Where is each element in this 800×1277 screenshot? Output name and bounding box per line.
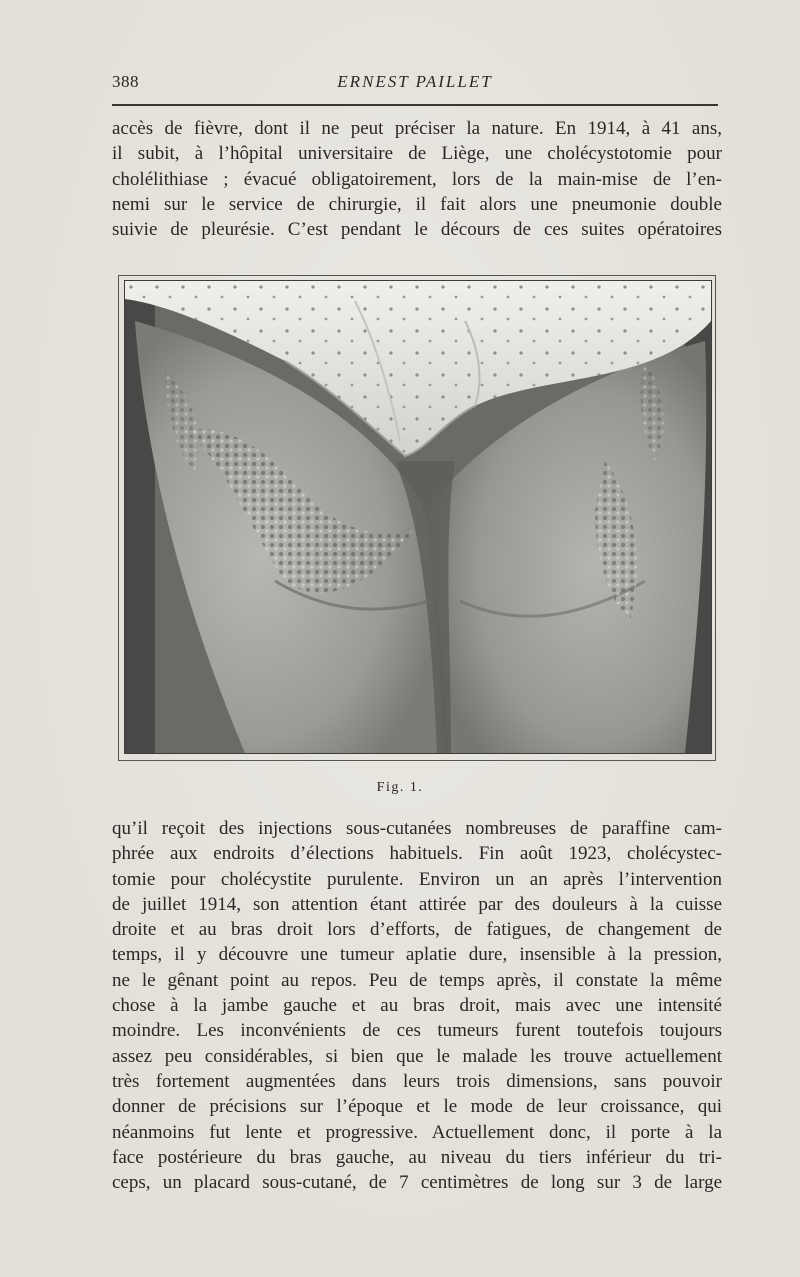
figure-caption: Fig. 1. <box>376 780 424 795</box>
text-line: ceps, un placard sous-cutané, de 7 centimètres de long sur 3 de large <box>112 1172 722 1194</box>
text-line: phrée aux endroits d’élections habituels. Fin août 1923, cholécystec- <box>112 843 722 865</box>
text-line: temps, il y découvre une tumeur aplatie dure, insensible à la pression, <box>112 944 722 966</box>
text-line: cholélithiase ; évacué obligatoirement, lors de la main-mise de l’en- <box>112 168 722 190</box>
photograph-illustration <box>125 281 711 753</box>
paragraph-top <box>112 116 722 242</box>
text-line: chose à la jambe gauche et au bras droit, mais avec une intensité <box>112 995 722 1017</box>
text-line: néanmoins fut lente et progressive. Actuellement donc, il porte à la <box>112 1121 722 1143</box>
text-line: ne le gênant point au repos. Peu de temps après, il constate la même <box>112 969 722 991</box>
text-line: droite et au bras droit lors d’efforts, de fatigues, de changement de <box>112 919 722 941</box>
text-line: très fortement augmentées dans leurs trois dimensions, sans pouvoir <box>112 1070 722 1092</box>
running-head: ERNEST PAILLET <box>337 72 493 91</box>
text-line: suivie de pleurésie. C’est pendant le décours de ces suites opératoires <box>112 219 722 241</box>
page-header <box>112 72 718 94</box>
text-line: face postérieure du bras gauche, au niveau du tiers inférieur du tri- <box>112 1146 722 1168</box>
header-rule <box>112 104 718 106</box>
text-line: assez peu considérables, si bien que le malade les trouve actuellement <box>112 1045 722 1067</box>
text-line: donner de précisions sur l’époque et le mode de leur croissance, qui <box>112 1096 722 1118</box>
clinical-photograph <box>124 280 712 754</box>
text-line: il subit, à l’hôpital universitaire de Liège, une cholécystotomie pour <box>112 143 722 165</box>
text-line: de juillet 1914, son attention étant attirée par des douleurs à la cuisse <box>112 893 722 915</box>
page-number: 388 <box>112 72 139 91</box>
text-line: qu’il reçoit des injections sous-cutanées nombreuses de paraffine cam- <box>112 818 722 839</box>
text-line: accès de fièvre, dont il ne peut préciser la nature. En 1914, à 41 ans, <box>112 118 722 139</box>
text-line: tomie pour cholécystite purulente. Environ un an après l’intervention <box>112 868 722 890</box>
paragraph-bottom <box>112 816 722 1195</box>
text-line: moindre. Les inconvénients de ces tumeurs furent toutefois toujours <box>112 1020 722 1042</box>
text-line: nemi sur le service de chirurgie, il fait alors une pneumonie double <box>112 193 722 215</box>
